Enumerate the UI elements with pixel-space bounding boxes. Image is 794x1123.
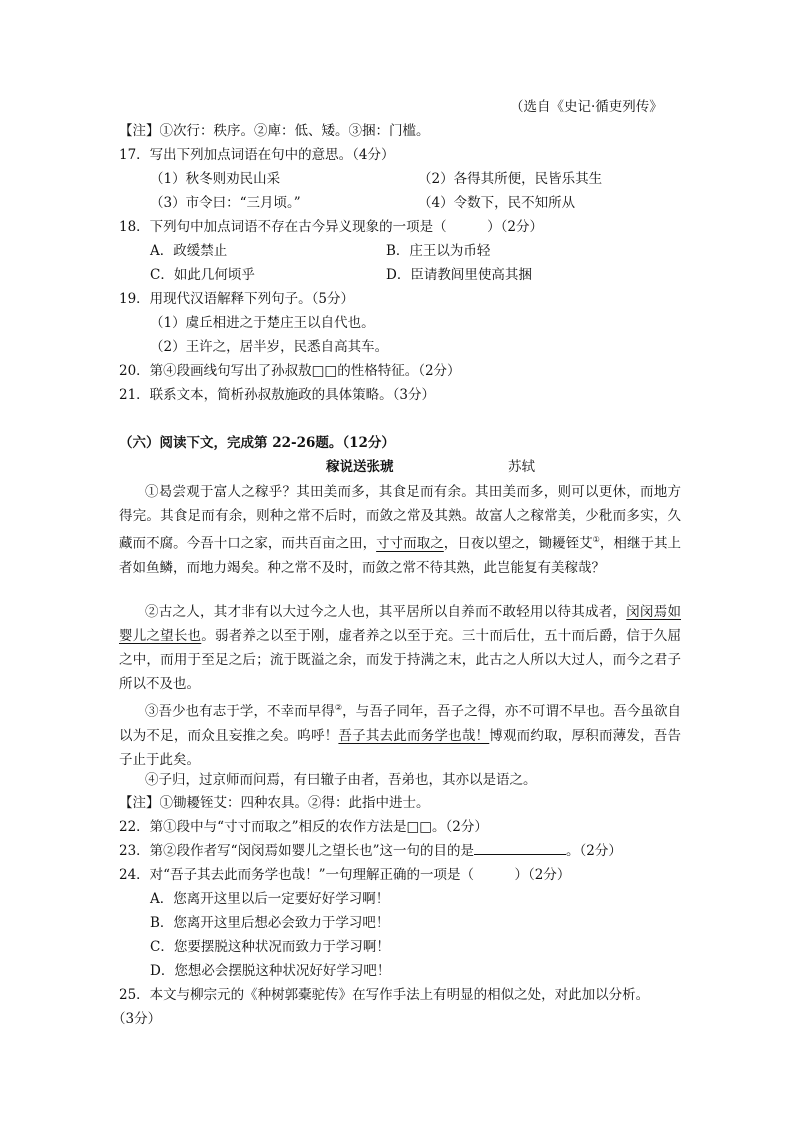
question-17-item-1: （1）秋冬则劝民山采 <box>150 171 281 187</box>
essay-author: 苏轼 <box>508 459 535 475</box>
question-17-item-4: （4）令数下，民不知所从 <box>418 195 576 211</box>
underlined-phrase: 吾子其去此而务学也哉！ <box>338 727 490 744</box>
section-6-heading: （六）阅读下文，完成第 22-26题。（12分） <box>119 435 395 451</box>
essay-title: 稼说送张琥 <box>326 459 394 475</box>
question-24-stem: 24．对“吾子其去此而务学也哉！”一句理解正确的一项是（ ）（2分） <box>119 867 571 883</box>
essay-paragraph-2: ②古之人，其才非有以大过今之人也，其平居所以自养而不敢轻用以待其成者，闵闵焉如婴儿之望长也。弱者养之以至于刚，虚者养之以至于充。三十而后仕，五十而后爵，信于久屈之中，而用于至足之后；流于既溢之余，而发于持满之末，此古之人所以大过人，而今之君子所以不及也。 <box>119 604 682 692</box>
question-24-option-b: B．您离开这里后想必会致力于学习吧！ <box>150 915 390 931</box>
question-22: 22．第①段中与“寸寸而取之”相反的农作方法是□□。（2分） <box>119 819 488 835</box>
question-17-stem: 17．写出下列加点词语在句中的意思。（4分） <box>119 147 395 163</box>
question-24-option-a: A．您离开这里以后一定要好好学习啊！ <box>150 891 390 907</box>
question-18-option-b: B．庄王以为币轻 <box>386 243 491 259</box>
question-18-option-c: C．如此几何顷乎 <box>150 267 255 283</box>
essay-footnote: 【注】①锄耰铚艾：四种农具。②得：此指中进士。 <box>119 795 430 811</box>
essay-paragraph-3: ③吾少也有志于学，不幸而早得②，与吾子同年，吾子之得，亦不可谓不早也。吾今虽欲自以为不足，而众且妄推之矣。呜呼！吾子其去此而务学也哉！博观而约取，厚积而薄发，吾告子止于此矣。 <box>119 703 682 768</box>
answer-blank <box>474 842 566 855</box>
underlined-phrase: 闵闵焉如婴儿之望长也 <box>119 604 681 644</box>
question-25-points: （3分） <box>112 1011 162 1027</box>
question-18-option-a: A．政缓禁止 <box>150 243 228 259</box>
footnote-marker: ① <box>592 535 600 544</box>
source-citation: （选自《史记·循吏列传》 <box>510 99 663 115</box>
question-24-option-c: C．您要摆脱这种状况而致力于学习啊！ <box>150 939 390 955</box>
question-25: 25．本文与柳宗元的《种树郭橐驼传》在写作手法上有明显的相似之处，对此加以分析。 <box>119 987 650 1003</box>
essay-paragraph-4: ④子归，过京师而问焉，有曰辙子由者，吾弟也，其亦以是语之。 <box>145 772 537 788</box>
underlined-phrase: 寸寸而取之 <box>376 535 444 552</box>
question-17-item-3: （3）市令曰：“三月顷。” <box>150 195 301 211</box>
question-17-item-2: （2）各得其所便，民皆乐其生 <box>418 171 603 187</box>
footnote-marker: ② <box>334 703 343 712</box>
question-18-option-d: D．臣请教闾里使高其捆 <box>386 267 532 283</box>
question-21: 21．联系文本，简析孙叔敖施政的具体策略。（3分） <box>119 387 436 403</box>
question-19-item-1: （1）虞丘相进之于楚庄王以自代也。 <box>150 315 375 331</box>
question-23: 23．第②段作者写“闵闵焉如婴儿之望长也”这一句的目的是 。（2分） <box>119 843 622 859</box>
question-19-stem: 19．用现代汉语解释下列句子。（5分） <box>119 291 355 307</box>
question-24-option-d: D．您想必会摆脱这种状况好好学习吧！ <box>150 963 391 979</box>
question-19-item-2: （2）王许之，居半岁，民悉自高其车。 <box>150 339 389 355</box>
essay-paragraph-1: ①曷尝观于富人之稼乎？其田美而多，其食足而有余。其田美而多，则可以更休，而地方得完。其食足而有余，则种之常不后时，而敛之常及其熟。故富人之稼常美，少秕而多实，久藏而不腐。今吾十口之家，而共百亩之田，寸寸而取之，日夜以望之，锄耰铚艾①，相继于其上者如鱼鳞，而地力竭矣。种之常不及时，而敛之常不待其熟，此岂能复有美稼哉？ <box>119 484 682 576</box>
question-20: 20．第④段画线句写出了孙叔敖□□的性格特征。（2分） <box>119 363 461 379</box>
annotation-note: 【注】①次行：秩序。②庳：低、矮。③捆：门槛。 <box>119 123 430 139</box>
question-18-stem: 18．下列句中加点词语不存在古今异义现象的一项是（ ）（2分） <box>119 219 544 235</box>
